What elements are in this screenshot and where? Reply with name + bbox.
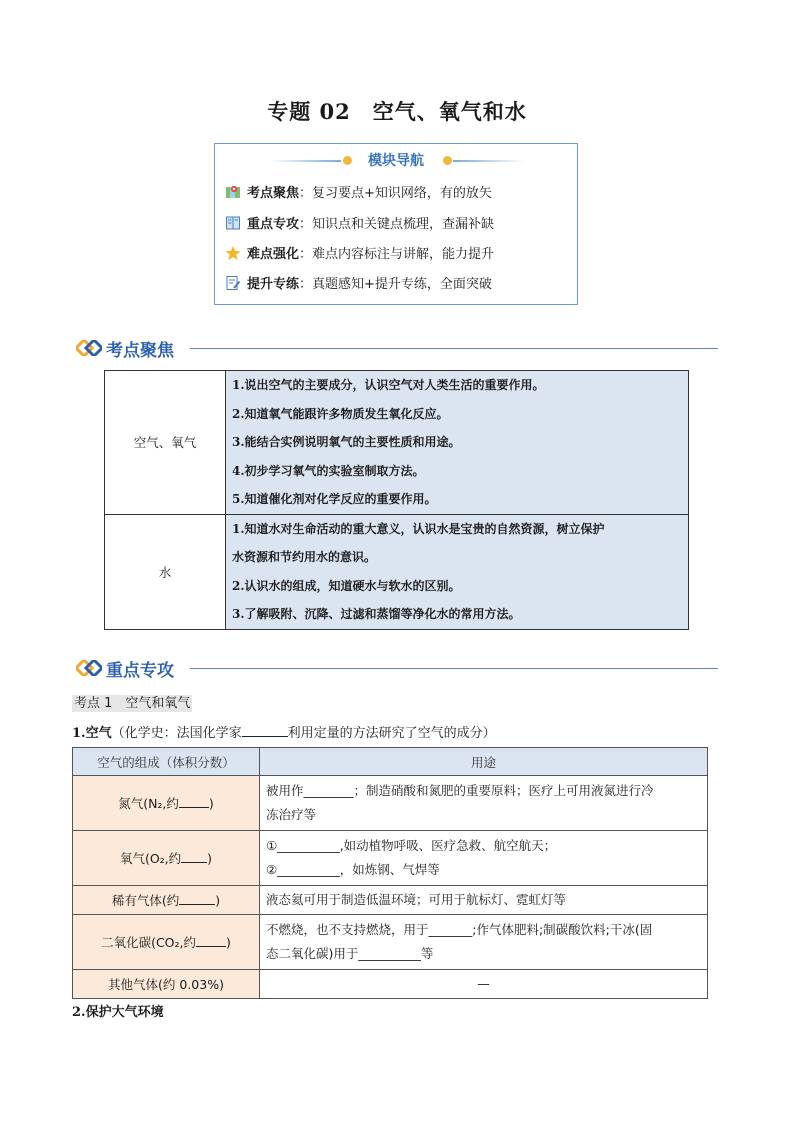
question-1: 1.空气（化学史：法国化学家 利用定量的方法研究了空气的成分） xyxy=(72,726,496,741)
book-icon xyxy=(225,215,241,231)
map-icon xyxy=(225,184,241,200)
table-row: 二氧化碳(CO₂,约 ) 不燃烧，也不支持燃烧，用于_______;作气体肥料;制碳酸饮料;干冰(固 态二氧化碳)用于__________等 xyxy=(73,915,708,970)
section-header-key: 重点专攻 xyxy=(76,656,718,680)
nav-item-focus: 考点聚焦：复习要点+知识网络，有的放矢 xyxy=(225,184,492,204)
table-row: 空气、氧气 1.说出空气的主要成分，认识空气对人类生活的重要作用。 2.知道氧气能跟许多物质发生氧化反应。 3.能结合实例说明氧气的主要性质和用途。 4.初步学习氧气的实验室制取方法。 5.知道催化剂对化学反应的重要作用。 xyxy=(105,371,689,515)
kaodian-label: 考点 1 空气和氧气 xyxy=(74,696,191,711)
section-header-focus: 考点聚焦 xyxy=(76,336,718,360)
question-2: 2.保护大气环境 xyxy=(72,1005,164,1020)
module-nav-header: 模块导航 xyxy=(368,153,424,169)
star-icon xyxy=(225,245,241,261)
nav-item-hard: 难点强化：难点内容标注与讲解，能力提升 xyxy=(225,245,494,265)
page-title: 专题 02 空气、氧气和水 xyxy=(267,99,527,124)
focus-table xyxy=(104,370,689,630)
table-row: 稀有气体(约 ) 液态氦可用于制造低温环境；可用于航标灯、霓虹灯等 xyxy=(73,886,708,915)
edit-icon xyxy=(225,275,241,291)
table-row: 其他气体(约 0.03%) — xyxy=(73,970,708,999)
air-table xyxy=(72,747,708,999)
module-nav-box xyxy=(214,143,578,305)
diamond-icon xyxy=(76,660,102,676)
focus-row-label: 水 xyxy=(105,514,226,629)
nav-item-practice: 提升专练：真题感知+提升专练，全面突破 xyxy=(225,275,492,295)
table-header-row: 空气的组成（体积分数） 用途 xyxy=(73,748,708,776)
nav-item-key: 重点专攻：知识点和关键点梳理，查漏补缺 xyxy=(225,215,494,235)
table-row: 氮气(N₂,约 ) 被用作________；制造硝酸和氮肥的重要原料；医疗上可用液氮进行冷 冻治疗等 xyxy=(73,776,708,831)
diamond-icon xyxy=(76,340,102,356)
table-row: 水 1.知道水对生命活动的重大意义，认识水是宝贵的自然资源，树立保护 水资源和节约用水的意识。 2.认识水的组成，知道硬水与软水的区别。 3.了解吸附、沉降、过滤和蒸馏等净化水的常用方法。 xyxy=(105,514,689,629)
focus-row-label: 空气、氧气 xyxy=(105,371,226,515)
table-row: 氧气(O₂,约 ) ①__________,如动植物呼吸、医疗急救、航空航天； ②__________，如炼钢、气焊等 xyxy=(73,831,708,886)
